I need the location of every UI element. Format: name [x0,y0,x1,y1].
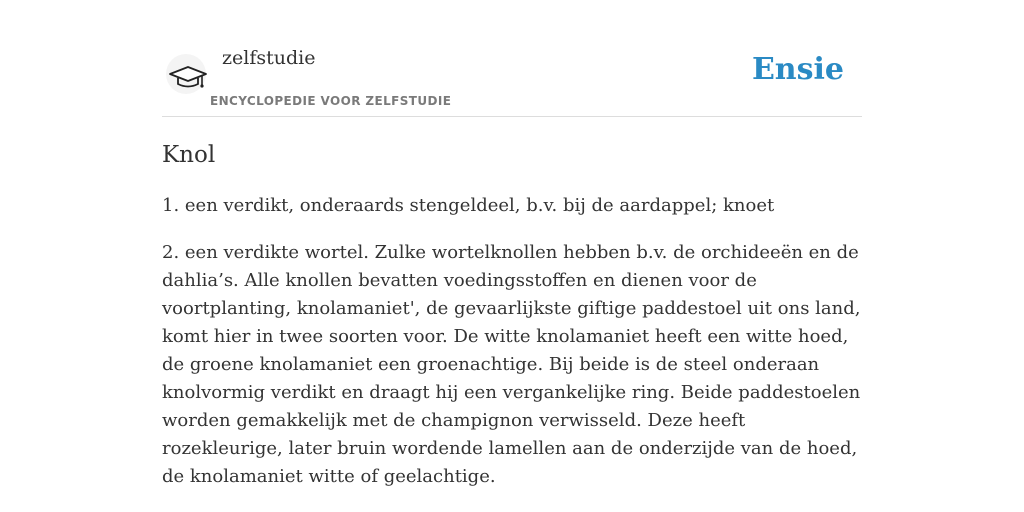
brand-logo-link[interactable]: Ensie [751,52,844,87]
site-logo[interactable] [166,54,206,94]
graduation-cap-icon [166,54,210,98]
site-name[interactable]: zelfstudie [222,47,316,69]
site-header [162,40,862,117]
entry-content [162,138,862,491]
definition-1: 1. een verdikt, onderaards stengeldeel, b.v. bij de aardappel; knoet [162,195,775,216]
site-tagline: ENCYCLOPEDIE VOOR ZELFSTUDIE [210,94,452,108]
definition-2: 2. een verdikte wortel. Zulke wortelknollen hebben b.v. de orchideeën en de dahlia’s. Alle knollen bevatten voedingsstoffen en dienen voor de voortplanting, knolamaniet', de gevaarlijkste giftige paddestoel uit ons land, komt hier in twee soorten voor. De witte knolamaniet heeft een witte hoed, de groene knolamaniet een groenachtige. Bij beide is de steel onderaan knolvormig verdikt en draagt hij een vergankelijke ring. Beide paddestoelen worden gemakkelijk met de champignon verwisseld. Deze heeft rozekleurige, later bruin wordende lamellen aan de onderzijde van de hoed, de knolamaniet witte of geelachtige. [162,242,861,487]
page-title: Knol [162,142,216,168]
